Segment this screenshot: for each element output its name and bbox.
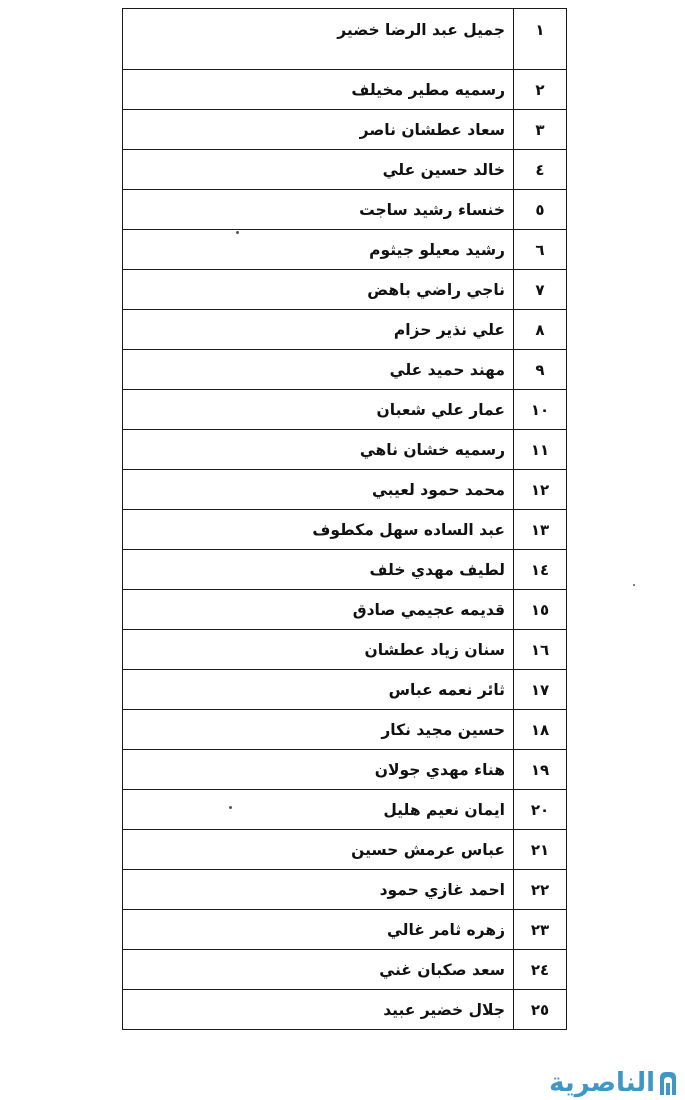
table-row <box>123 430 567 470</box>
watermark-text: الناصرية <box>549 1068 655 1098</box>
row-number: ١٥ <box>514 590 567 630</box>
row-number: ١٤ <box>514 550 567 590</box>
row-number: ١ <box>514 9 567 70</box>
row-number: ٣ <box>514 110 567 150</box>
table-row <box>123 230 567 270</box>
person-name: قديمه عجيمي صادق <box>123 590 514 630</box>
table-row <box>123 390 567 430</box>
person-name: زهره ثامر غالي <box>123 910 514 950</box>
person-name: رشيد معيلو جيثوم <box>123 230 514 270</box>
table-row <box>123 310 567 350</box>
row-number: ١١ <box>514 430 567 470</box>
row-number: ٨ <box>514 310 567 350</box>
table-row <box>123 70 567 110</box>
person-name: سنان زياد عطشان <box>123 630 514 670</box>
person-name: ثائر نعمه عباس <box>123 670 514 710</box>
row-number: ٢٤ <box>514 950 567 990</box>
site-watermark-logo <box>549 1066 679 1096</box>
row-number: ١٧ <box>514 670 567 710</box>
row-number: ٢٣ <box>514 910 567 950</box>
row-number: ٦ <box>514 230 567 270</box>
person-name: سعد صكبان غني <box>123 950 514 990</box>
person-name: خنساء رشيد ساجت <box>123 190 514 230</box>
table-row <box>123 350 567 390</box>
table-row <box>123 710 567 750</box>
person-name: عبد الساده سهل مكطوف <box>123 510 514 550</box>
person-name: احمد غازي حمود <box>123 870 514 910</box>
table-row <box>123 590 567 630</box>
table-row <box>123 950 567 990</box>
row-number: ٢٥ <box>514 990 567 1030</box>
table-row <box>123 110 567 150</box>
nasiriyah-logo-icon <box>657 1070 679 1096</box>
scan-speck <box>633 584 635 586</box>
person-name: ايمان نعيم هليل <box>123 790 514 830</box>
row-number: ١٩ <box>514 750 567 790</box>
person-name: حسين مجيد نكار <box>123 710 514 750</box>
table-row <box>123 910 567 950</box>
person-name: جلال خضير عبيد <box>123 990 514 1030</box>
person-name: رسميه خشان ناهي <box>123 430 514 470</box>
person-name: جميل عبد الرضا خضير <box>123 9 514 70</box>
person-name: خالد حسين علي <box>123 150 514 190</box>
names-table <box>122 8 567 1030</box>
row-number: ٢١ <box>514 830 567 870</box>
person-name: ناجي راضي باهض <box>123 270 514 310</box>
row-number: ٢٠ <box>514 790 567 830</box>
table-row <box>123 150 567 190</box>
row-number: ٢٢ <box>514 870 567 910</box>
row-number: ٥ <box>514 190 567 230</box>
table-row <box>123 190 567 230</box>
table-row <box>123 630 567 670</box>
person-name: عباس عرمش حسين <box>123 830 514 870</box>
row-number: ٩ <box>514 350 567 390</box>
table-row <box>123 750 567 790</box>
person-name: محمد حمود لعيبي <box>123 470 514 510</box>
person-name: مهند حميد علي <box>123 350 514 390</box>
table-row <box>123 470 567 510</box>
table-row <box>123 870 567 910</box>
row-number: ٢ <box>514 70 567 110</box>
table-row <box>123 790 567 830</box>
table-row <box>123 550 567 590</box>
table-row <box>123 990 567 1030</box>
person-name: رسميه مطير مخيلف <box>123 70 514 110</box>
table-row <box>123 510 567 550</box>
person-name: سعاد عطشان ناصر <box>123 110 514 150</box>
person-name: لطيف مهدي خلف <box>123 550 514 590</box>
person-name: هناء مهدي جولان <box>123 750 514 790</box>
table-row <box>123 670 567 710</box>
names-table-body <box>123 9 567 1030</box>
row-number: ١٢ <box>514 470 567 510</box>
row-number: ٤ <box>514 150 567 190</box>
row-number: ١٨ <box>514 710 567 750</box>
row-number: ١٠ <box>514 390 567 430</box>
person-name: علي نذير حزام <box>123 310 514 350</box>
row-number: ٧ <box>514 270 567 310</box>
row-number: ١٣ <box>514 510 567 550</box>
scan-speck <box>229 806 232 809</box>
table-row <box>123 9 567 70</box>
row-number: ١٦ <box>514 630 567 670</box>
scan-speck <box>236 231 239 234</box>
table-row <box>123 270 567 310</box>
table-row <box>123 830 567 870</box>
person-name: عمار علي شعبان <box>123 390 514 430</box>
